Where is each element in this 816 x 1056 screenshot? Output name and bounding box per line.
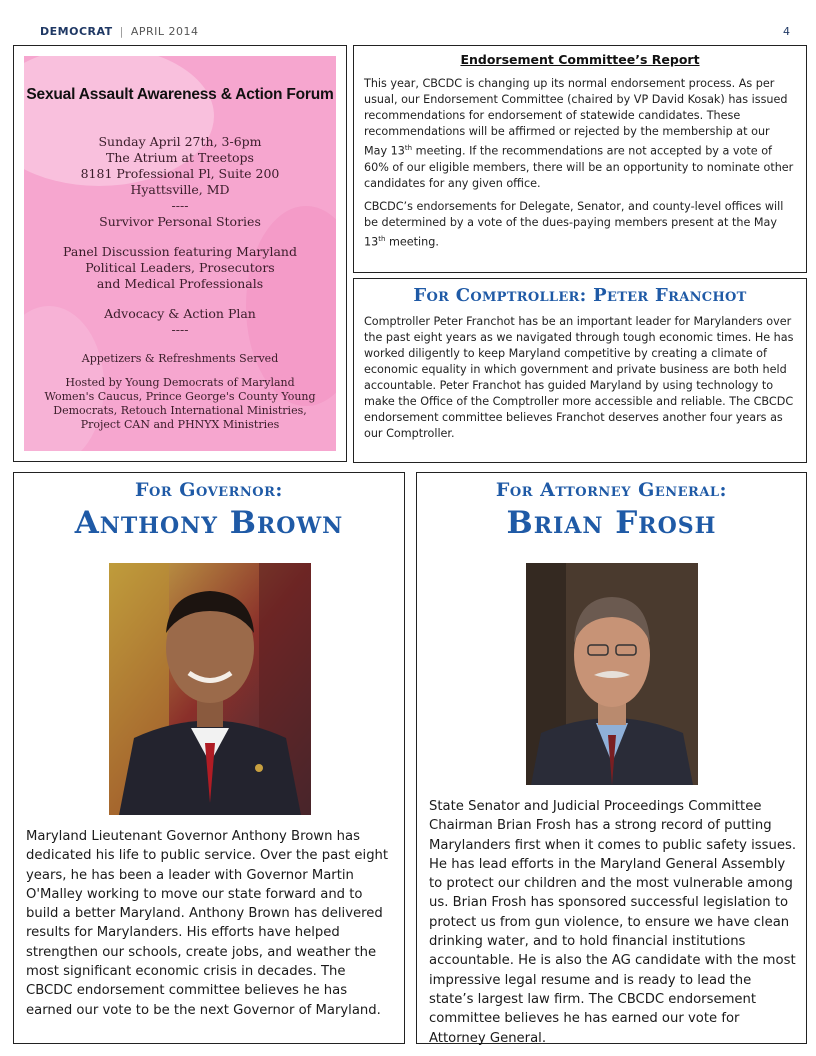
header-separator: | xyxy=(119,25,124,38)
report-paragraph: This year, CBCDC is changing up its normal endorsement process. As per usual, our Endorsement Committee (chaired by VP David Kosak) has issued recommendations for endorsement of statewide candidates. These recommendations will be affirmed or rejected by the membership at our May 13th meeting. If the recommendations are not accepted by a vote of 60% of our eligible members, there will be an opportunity to nominate other candidates for any given office. xyxy=(364,77,794,190)
issue-date: APRIL 2014 xyxy=(130,25,199,38)
flyer-item: and Medical Professionals xyxy=(96,276,264,291)
flyer-title: Sexual Assault Awareness & Action Forum xyxy=(26,86,334,103)
forum-flyer xyxy=(24,56,336,451)
comptroller-panel xyxy=(353,278,807,463)
governor-body: Maryland Lieutenant Governor Anthony Brown has dedicated his life to public service. Over the past eight years, he has been a leader with Governor Martin O'Malley working to move our state forward and to build a better Maryland. Anthony Brown has delivered results for Marylanders. His efforts have helped strengthen our schools, create jobs, and weather the most significant economic crisis in decades. The CBCDC endorsement committee believes he has earned our vote to be the next Governor of Maryland. xyxy=(26,829,389,1018)
flyer-item: Panel Discussion featuring Maryland xyxy=(63,244,297,259)
flyer-divider: ---- xyxy=(171,322,189,337)
flyer-item: Advocacy & Action Plan xyxy=(104,306,256,321)
candidate-name: Brian Frosh xyxy=(506,505,717,541)
flyer-item: Political Leaders, Prosecutors xyxy=(85,260,275,275)
flyer-divider: ---- xyxy=(171,198,189,213)
flyer-item: Survivor Personal Stories xyxy=(99,214,261,229)
comptroller-body: Comptroller Peter Franchot has be an important leader for Marylanders over the past eight years as we navigated through tough economic times. He has worked diligently to keep Maryland competitive by creating a climate of economic equality in which government and private business are both held accountable. Peter Franchot has guided Maryland by using technology to make the Office of the Comptroller more accessible and reliable. The CBCDC endorsement committee believes Franchot deserves another four years as our Comptroller. xyxy=(364,315,794,440)
flyer-hosts: Hosted by Young Democrats of Maryland xyxy=(65,376,295,389)
candidate-photo xyxy=(526,563,698,785)
flyer-refreshments: Appetizers & Refreshments Served xyxy=(81,352,279,365)
race-label: For Governor: xyxy=(135,479,283,501)
race-label: For Attorney General: xyxy=(495,479,728,501)
flyer-hosts: Democrats, Retouch International Ministries, xyxy=(53,404,307,417)
flyer-hosts: Project CAN and PHNYX Ministries xyxy=(80,418,280,431)
page-number: 4 xyxy=(783,25,790,38)
governor-panel xyxy=(13,472,405,1044)
flyer-venue: The Atrium at Treetops xyxy=(106,150,254,165)
attorney-general-body: State Senator and Judicial Proceedings Committee Chairman Brian Frosh has a strong record of putting Marylanders first when it comes to public safety issues. He has lead efforts in the Maryland General Assembly to protect our children and the most vulnerable among us. Brian Frosh has sponsored successful legislation to protect us from gun violence, to ensure we have clean drinking water, and to hold financial institutions accountable. He is also the AG candidate with the most impressive legal resume and is ready to lead the state’s largest law firm. The CBCDC endorsement committee believes he has earned our vote for Attorney General. xyxy=(429,799,797,1046)
endorsement-report-panel xyxy=(353,45,807,273)
flyer-hosts: Women's Caucus, Prince George's County Young xyxy=(44,390,316,403)
report-title: Endorsement Committee’s Report xyxy=(460,52,700,67)
comptroller-heading: For Comptroller: Peter Franchot xyxy=(413,285,747,306)
candidate-photo xyxy=(109,563,311,815)
flyer-date-time: Sunday April 27th, 3-6pm xyxy=(98,134,262,149)
page-header xyxy=(40,25,199,38)
candidate-name: Anthony Brown xyxy=(74,505,344,541)
forum-flyer-panel xyxy=(13,45,347,462)
publication-name: DEMOCRAT xyxy=(40,25,113,38)
flyer-address: 8181 Professional Pl, Suite 200 xyxy=(80,166,280,181)
report-paragraph: CBCDC’s endorsements for Delegate, Senator, and county-level offices will be determined by a vote of the dues-paying members present at the May 13th meeting. xyxy=(364,199,784,249)
flyer-city: Hyattsville, MD xyxy=(130,182,230,197)
attorney-general-panel xyxy=(416,472,807,1044)
